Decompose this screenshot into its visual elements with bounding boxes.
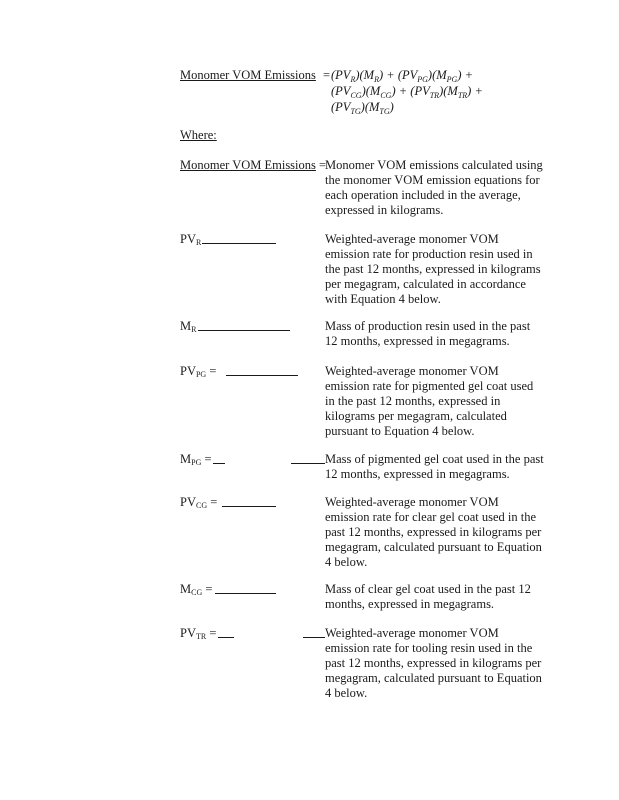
equation-lhs [180, 68, 330, 83]
eq-l3-b: )(M [360, 100, 380, 114]
definition-term-label: M [180, 319, 192, 333]
definition-text-mpg: Mass of pigmented gel coat used in the past 12 months, expressed in megagrams. [325, 452, 544, 481]
eq-l1-d: ) + (PV [378, 68, 418, 82]
definition-text-pvpg: Weighted-average monomer VOM emission rate for pigmented gel coat used in the past 12 months, expressed in kilograms per megagram, calculated pursuant to Equation 4 below. [325, 364, 534, 438]
definition-text-pvr: Weighted-average monomer VOM emission rate for production resin used in the past 12 months, expressed in kilograms per megagram, calculated in accordance with Equation 4 below. [325, 232, 541, 306]
eq-l3-sub1: TG [350, 107, 361, 116]
definition-term-sub: TR [195, 632, 207, 641]
definition-term-suffix: = [202, 582, 213, 596]
fill-rule [202, 243, 276, 244]
definition-term-label: PV [180, 232, 196, 246]
eq-l3-d: ) [389, 100, 394, 114]
eq-l1-sub4: PG [446, 75, 458, 84]
definition-term-suffix: = [207, 495, 218, 509]
definition-term-label: M [180, 452, 192, 466]
eq-l1-sub2: R [374, 75, 379, 84]
fill-rule [218, 637, 234, 638]
eq-l2-f: )(M [439, 84, 458, 98]
definition-term-mcg [180, 582, 212, 600]
fill-rule [226, 375, 298, 376]
eq-l1-h: ) + [457, 68, 474, 82]
definition-term-suffix: = [206, 626, 217, 640]
definition-term-sub: PG [195, 370, 207, 379]
definition-term-sub: CG [191, 588, 203, 597]
eq-l2-h: ) + [467, 84, 483, 98]
definition-text-monomer-vom: Monomer VOM emissions calculated using the monomer VOM emission equations for each operation included in the average, expressed in kilograms. [325, 158, 543, 217]
definition-term-label: M [180, 582, 192, 596]
definition-term-label: PV [180, 495, 196, 509]
fill-rule [303, 637, 325, 638]
eq-l1-sub1: R [350, 75, 356, 84]
definition-text-pvcg: Weighted-average monomer VOM emission rate for clear gel coat used in the past 12 months, expressed in kilograms per megagram, calculated pursuant to Equation 4 below. [325, 495, 542, 569]
definition-term-sub: CG [195, 501, 208, 510]
definition-term-label: Monomer VOM Emissions [180, 158, 316, 172]
definition-term-pvr [180, 232, 201, 250]
definition-term-sub: R [191, 325, 197, 334]
definition-term-monomer-vom [180, 158, 326, 173]
eq-l1-sub3: PG [417, 75, 428, 84]
equation-lhs-label: Monomer VOM Emissions [180, 68, 316, 82]
definition-term-sub: PG [191, 458, 202, 467]
definition-text-pvtr: Weighted-average monomer VOM emission rate for tooling resin used in the past 12 months, expressed in kilograms per megagram, calculated pursuant to Equation 4 below. [325, 626, 542, 700]
definition-term-suffix: = [201, 452, 212, 466]
fill-rule [213, 463, 225, 464]
definition-term-pvpg [180, 364, 216, 382]
fill-rule [198, 330, 290, 331]
eq-l2-sub4: TR [457, 91, 468, 100]
eq-l2-sub2: CG [380, 91, 392, 100]
definition-term-pvtr [180, 626, 216, 644]
eq-l1-b: )(M [355, 68, 375, 82]
equation-line-3 [331, 100, 394, 119]
definition-term-sub: R [195, 238, 202, 247]
fill-rule [291, 463, 325, 464]
eq-l3-a: (PV [331, 100, 351, 114]
eq-l3-sub2: TG [379, 107, 390, 116]
definition-text-mcg: Mass of clear gel coat used in the past 12 months, expressed in megagrams. [325, 582, 531, 611]
eq-l2-d: ) + (PV [391, 84, 430, 98]
definition-term-mpg [180, 452, 212, 470]
fill-rule [222, 506, 276, 507]
eq-l2-sub3: TR [429, 91, 440, 100]
eq-l1-f: )(M [427, 68, 447, 82]
equation-equals: = [323, 68, 331, 82]
definition-term-pvcg [180, 495, 217, 513]
eq-l2-a: (PV [331, 84, 351, 98]
definition-term-suffix: = [315, 158, 327, 172]
definition-text-mr: Mass of production resin used in the past 12 months, expressed in megagrams. [325, 319, 531, 348]
definition-term-suffix: = [206, 364, 217, 378]
fill-rule [215, 593, 276, 594]
where-label: Where: [180, 128, 217, 142]
definition-term-label: PV [180, 626, 196, 640]
eq-l2-sub1: CG [350, 91, 362, 100]
eq-l1-a: (PV [331, 68, 351, 82]
definition-term-mr [180, 319, 196, 337]
definition-term-label: PV [180, 364, 196, 378]
eq-l2-b: )(M [361, 84, 381, 98]
